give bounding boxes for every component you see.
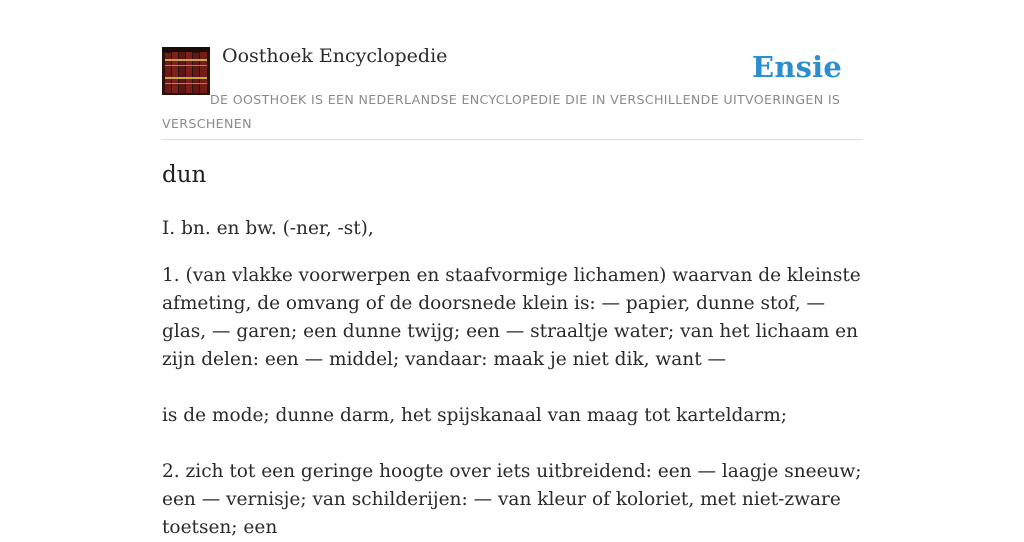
entry-body	[162, 215, 862, 542]
entry-paragraph: is de mode; dunne darm, het spijskanaal van maag tot karteldarm;	[162, 405, 788, 426]
entry-paragraph: 1. (van vlakke voorwerpen en staafvormige lichamen) waarvan de kleinste afmeting, de omvang of de doorsnede klein is: — papier, dunne stof, — glas, — garen; een dunne twijg; een — straaltje water; van het lichaam en zijn delen: een — middel; vandaar: maak je niet dik, want —	[162, 265, 861, 370]
entry-headword: dun	[162, 162, 207, 188]
entry-grammar: I. bn. en bw. (-ner, -st),	[162, 218, 374, 239]
entry-paragraph: 2. zich tot een geringe hoogte over iets uitbreidend: een — laagje sneeuw; een — vernisje; van schilderijen: — van kleur of koloriet, met niet-zware toetsen; een	[162, 461, 862, 538]
source-title-link[interactable]: Oosthoek Encyclopedie	[222, 45, 448, 67]
content-container	[162, 0, 862, 538]
ensie-logo-link[interactable]: Ensie	[752, 50, 842, 84]
source-tagline: DE OOSTHOEK IS EEN NEDERLANDSE ENCYCLOPEDIE DIE IN VERSCHILLENDE UITVOERINGEN IS VERSCHENEN	[162, 92, 841, 131]
source-header	[162, 0, 862, 140]
